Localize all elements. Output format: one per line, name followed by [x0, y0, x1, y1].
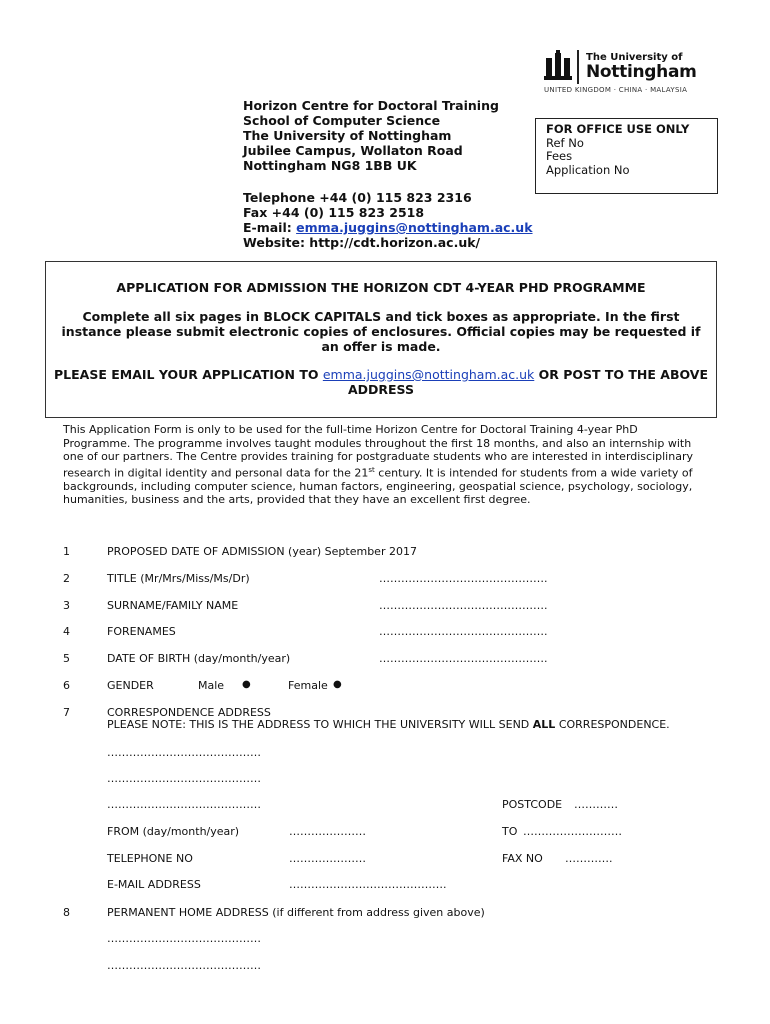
item-number: 5	[63, 652, 70, 665]
gender-male-label: Male	[198, 679, 225, 692]
to-field[interactable]: ………………………	[523, 825, 622, 838]
form-row-4	[0, 625, 770, 641]
forenames-label: FORENAMES	[107, 625, 176, 638]
gender-label: GENDER	[107, 679, 154, 692]
from-field[interactable]: …………………	[289, 825, 366, 838]
telephone-label: TELEPHONE NO	[107, 852, 193, 865]
dob-label: DATE OF BIRTH (day/month/year)	[107, 652, 291, 665]
intro-part2: century. It is intended for students from a wide variety of backgrounds, including computer science, human factors, engineering, geospatial science, psychology, sociology, humanities, business and the arts, provided that they have an excellent first degree.	[63, 466, 693, 507]
logo-text-main: Nottingham	[586, 62, 697, 82]
email-link[interactable]: emma.juggins@nottingham.ac.uk	[296, 220, 533, 235]
crest-icon	[544, 50, 572, 82]
submission-email-link[interactable]: emma.juggins@nottingham.ac.uk	[322, 367, 535, 382]
email-line	[243, 220, 533, 235]
address-line: Jubilee Campus, Wollaton Road	[243, 143, 463, 158]
office-ref: Ref No	[546, 135, 584, 150]
office-application: Application No	[546, 162, 630, 177]
item-number: 2	[63, 572, 70, 585]
correspondence-address-field-2[interactable]: ……………………………………	[107, 772, 261, 785]
centre-address	[243, 98, 499, 173]
form-row-1	[0, 545, 770, 561]
item-number: 3	[63, 599, 70, 612]
email-address-field[interactable]: …………………………………….	[289, 878, 447, 891]
home-address-label: PERMANENT HOME ADDRESS (if different from address given above)	[107, 906, 485, 919]
address-line: Horizon Centre for Doctoral Training	[243, 98, 499, 113]
intro-part1: This Application Form is only to be used for the full-time Horizon Centre for Doctoral Training 4-year PhD Programme. The programme involves taught modules throughout the first 18 months, and also an internship with one of our partners. The Centre provides training for postgraduate students who are interested in interdisciplinary research in digital identity and personal data for the 21	[63, 423, 693, 480]
website: Website: http://cdt.horizon.ac.uk/	[243, 235, 481, 250]
item-number: 8	[63, 906, 70, 919]
from-label: FROM (day/month/year)	[107, 825, 240, 838]
home-address-field-2[interactable]: ……………………………………	[107, 959, 261, 972]
office-use-box	[535, 118, 718, 194]
fax-field[interactable]: ………….	[565, 852, 613, 865]
item-number: 6	[63, 679, 70, 692]
fax: Fax +44 (0) 115 823 2518	[243, 205, 425, 220]
note-bold: ALL	[532, 718, 556, 731]
telephone: Telephone +44 (0) 115 823 2316	[243, 190, 472, 205]
contact-info	[243, 190, 533, 250]
email-address-label: E-MAIL ADDRESS	[107, 878, 201, 891]
intro-paragraph	[63, 423, 693, 507]
to-label: TO	[502, 825, 518, 838]
item-number: 1	[63, 545, 70, 558]
intro-sup: st	[368, 465, 375, 474]
admission-date-label: PROPOSED DATE OF ADMISSION (year) September 2017	[107, 545, 417, 558]
note-pre: PLEASE NOTE: THIS IS THE ADDRESS TO WHICH THE UNIVERSITY WILL SEND	[107, 718, 533, 731]
address-line: School of Computer Science	[243, 113, 441, 128]
form-instructions: Complete all six pages in BLOCK CAPITALS and tick boxes as appropriate. In the first instance please submit electronic copies of enclosures. Official copies may be requested if an offer is made.	[61, 309, 701, 354]
logo-text-sub: UNITED KINGDOM · CHINA · MALAYSIA	[544, 86, 688, 94]
office-title: FOR OFFICE USE ONLY	[546, 122, 690, 136]
form-row-5	[0, 652, 770, 668]
postcode-label: POSTCODE	[502, 798, 563, 811]
gender-female-label: Female	[288, 679, 328, 692]
application-header-box	[45, 261, 717, 418]
email-label: E-mail:	[243, 220, 297, 235]
form-row-7	[0, 706, 770, 736]
form-row-8	[0, 906, 770, 922]
home-address-field-1[interactable]: ……………………………………	[107, 932, 261, 945]
item-number: 4	[63, 625, 70, 638]
submission-post: OR POST TO THE ABOVE ADDRESS	[347, 367, 708, 397]
note-post: CORRESPONDENCE.	[555, 718, 670, 731]
gender-male-checkbox[interactable]: ●	[242, 679, 251, 690]
university-logo	[544, 48, 697, 98]
logo-text-top: The University of	[586, 52, 683, 63]
address-line: Nottingham NG8 1BB UK	[243, 158, 417, 173]
item-number: 7	[63, 706, 70, 719]
form-row-3	[0, 599, 770, 615]
logo-divider	[577, 50, 579, 84]
form-row-6	[0, 679, 770, 695]
form-heading: APPLICATION FOR ADMISSION THE HORIZON CDT 4-YEAR PHD PROGRAMME	[116, 280, 646, 295]
title-label: TITLE (Mr/Mrs/Miss/Ms/Dr)	[107, 572, 250, 585]
form-row-2	[0, 572, 770, 588]
office-fees: Fees	[546, 149, 573, 163]
forenames-field[interactable]: ……………………………………….	[379, 625, 548, 638]
correspondence-address-field-1[interactable]: ……………………………………	[107, 746, 261, 759]
surname-label: SURNAME/FAMILY NAME	[107, 599, 239, 612]
dob-field[interactable]: ……………………………………….	[379, 652, 548, 665]
fax-label: FAX NO	[502, 852, 543, 865]
postcode-field[interactable]: …………	[574, 798, 618, 811]
correspondence-address-field-3[interactable]: ……………………………………	[107, 798, 261, 811]
correspondence-note	[107, 718, 670, 731]
submission-pre: PLEASE EMAIL YOUR APPLICATION TO	[54, 367, 323, 382]
surname-field[interactable]: ……………………………………….	[379, 599, 548, 612]
submission-instructions	[52, 367, 710, 397]
title-field[interactable]: ……………………………………….	[379, 572, 548, 585]
telephone-field[interactable]: …………………	[289, 852, 366, 865]
correspondence-address-label: CORRESPONDENCE ADDRESS	[107, 706, 271, 719]
address-line: The University of Nottingham	[243, 128, 452, 143]
gender-female-checkbox[interactable]: ●	[333, 679, 342, 690]
